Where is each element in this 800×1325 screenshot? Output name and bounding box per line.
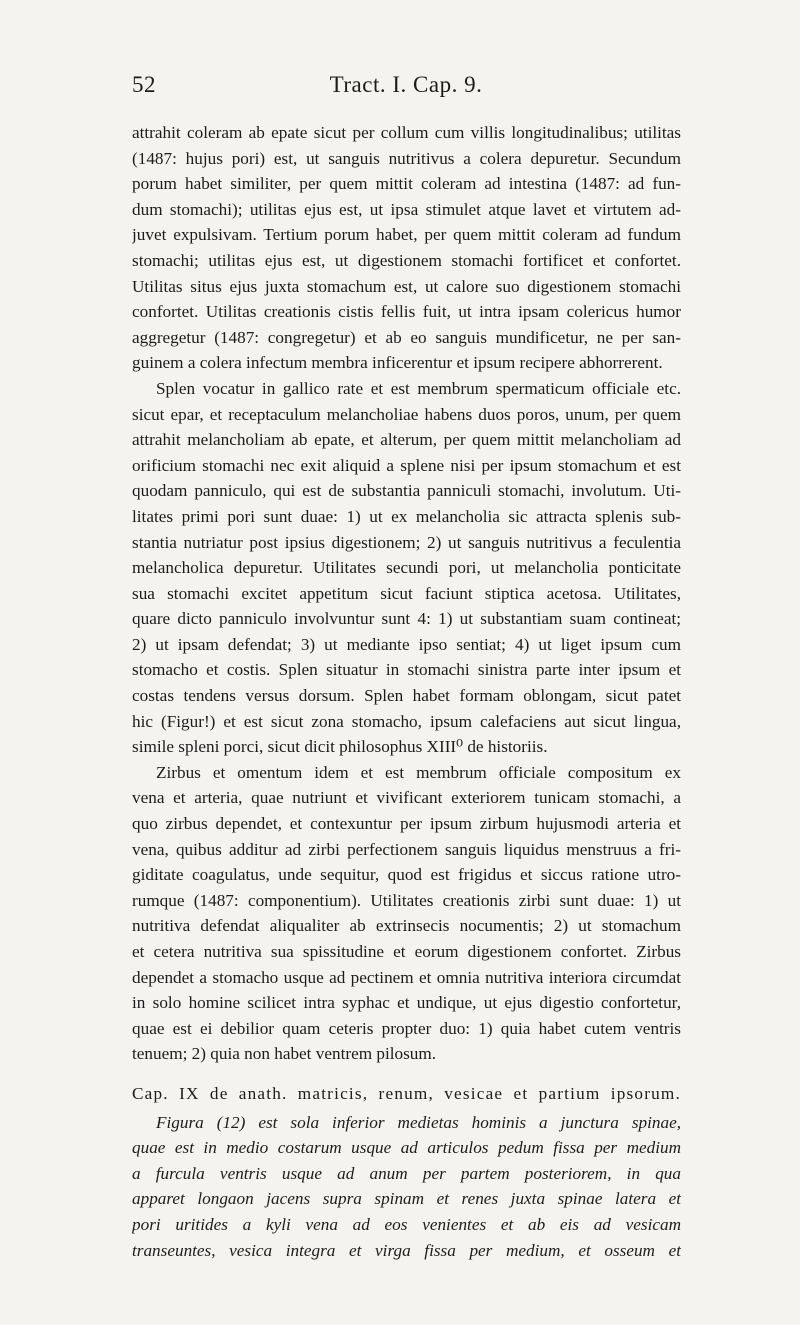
text-line: hic (Figur!) et est sicut zona stomacho, ipsum calefaciens aut sicut lingua, [132,711,681,731]
body-text [132,120,681,1263]
text-line: et cetera nutritiva sua spissitudine et eorum digestionem confortet. Zirbus [132,942,681,961]
text-line: in solo homine scilicet intra syphac et undique, ut ejus digestio confortetur, [132,993,681,1013]
text-line: quodam panniculo, qui est de substantia panniculi stomachi, involutum. Uti- [132,481,681,501]
text-line: quo zirbus dependet, et contexuntur per ipsum zirbum hujusmodi arteria et [132,814,681,834]
chapter-heading: Cap. IX de anath. matricis, renum, vesicae et partium ipsorum. [132,1083,681,1103]
running-title: Tract. I. Cap. 9. [329,72,483,97]
caption-line: pori uritides a kyli vena ad eos venientes et ab eis ad vesicam [132,1214,681,1234]
text-line: costas tendens versus dorsum. Splen habet formam oblongam, sicut patet [132,686,681,706]
text-line: dependet a stomacho usque ad pectinem et omnia nutritiva interiora circumdat [132,967,681,987]
text-line: litates primi pori sunt duae: 1) ut ex melancholia sic attracta splenis sub- [132,506,681,526]
text-line: vena et arteria, quae nutriunt et vivificant exteriorem tunicam stomachi, a [132,788,681,808]
caption-line: quae est in medio costarum usque ad articulos pedum fissa per medium [132,1138,681,1158]
text-line: giditate coagulatus, unde sequitur, quod est frigidus et siccus ratione utro- [132,865,681,885]
page-number: 52 [132,72,156,97]
figure-caption [132,1110,681,1264]
text-line: rumque (1487: componentium). Utilitates creationis zirbi sunt duae: 1) ut [132,890,681,910]
paragraph-3 [132,760,681,1067]
text-line: attrahit coleram ab epate sicut per collum cum villis longitudinalibus; utilitas [132,123,681,142]
text-line: Splen vocatur in gallico rate et est membrum spermaticum officiale etc. [156,378,681,398]
text-line: tenuem; 2) quia non habet ventrem pilosum. [132,1044,437,1064]
caption-line: apparet longaon jacens supra spinam et renes juxta spinae latera et [132,1189,681,1209]
text-line: Utilitas situs ejus juxta stomachum est, ut calore suo digestionem stomachi [132,276,681,296]
text-line: nutritiva defendat aliqualiter ab extrinsecis nocumentis; 2) ut stomachum [132,916,681,936]
page-header [132,72,680,102]
text-line: (1487: hujus pori) est, ut sanguis nutritivus a colera depuretur. Secundum [132,148,681,168]
text-line: aggregetur (1487: congregetur) et ab eo sanguis mundificetur, ne per san- [132,327,681,347]
text-line: dum stomachi); utilitas ejus est, ut ipsa stimulet atque lavet et virtutem ad- [132,199,681,219]
text-line: simile spleni porci, sicut dicit philosophus XIII⁰ de historiis. [132,737,548,757]
caption-line: transeuntes, vesica integra et virga fissa per medium, et osseum et [132,1240,681,1260]
text-line: confortet. Utilitas creationis cistis fellis fuit, ut intra ipsam colericus humor [132,302,681,322]
text-line: stomacho et costis. Splen situatur in stomachi sinistra parte inter ipsum et [132,660,681,680]
text-line: orificium stomachi nec exit aliquid a splene nisi per ipsum stomachum et est [132,455,681,475]
text-line: sua stomachi excitet appetitum sicut faciunt stiptica acetosa. Utilitates, [132,583,681,603]
text-line: guinem a colera infectum membra inficerentur et ipsum recipere abhorrerent. [132,353,663,373]
text-line: attrahit melancholiam ab epate, et alterum, per quem mittit melancholiam ad [132,430,681,450]
text-line: vena, quibus additur ad zirbi perfectionem sanguis liquidus menstruus a fri- [132,839,681,859]
text-line: juvet expulsivam. Tertium porum habet, per quem mittit coleram ad fundum [132,225,681,245]
text-line: Zirbus et omentum idem et est membrum officiale compositum ex [156,762,681,782]
text-line: porum habet similiter, per quem mittit coleram ad intestina (1487: ad fun- [132,174,681,194]
caption-line: Figura (12) est sola inferior medietas hominis a junctura spinae, [156,1112,681,1132]
paragraph-2 [132,376,681,760]
text-line: quae est ei debilior quam ceteris propter duo: 1) quia habet cutem ventris [132,1018,681,1038]
text-line: sicut epar, et receptaculum melancholiae habens duos poros, unum, per quem [132,404,681,424]
text-line: stantia nutriatur post ipsius digestionem; 2) ut sanguis nutritivus a feculentia [132,532,681,552]
text-line: 2) ut ipsam defendat; 3) ut mediante ipso sentiat; 4) ut liget ipsum cum [132,634,681,654]
paragraph-1 [132,120,681,376]
text-line: melancholica depuretur. Utilitates secundi pori, ut melancholia ponticitate [132,558,681,578]
text-line: quare dicto panniculo involvuntur sunt 4: 1) ut substantiam suam contineat; [132,609,681,629]
text-line: stomachi; utilitas ejus est, ut digestionem stomachi fortificet et confortet. [132,250,681,270]
caption-line: a furcula ventris usque ad anum per partem posteriorem, in qua [132,1163,681,1183]
